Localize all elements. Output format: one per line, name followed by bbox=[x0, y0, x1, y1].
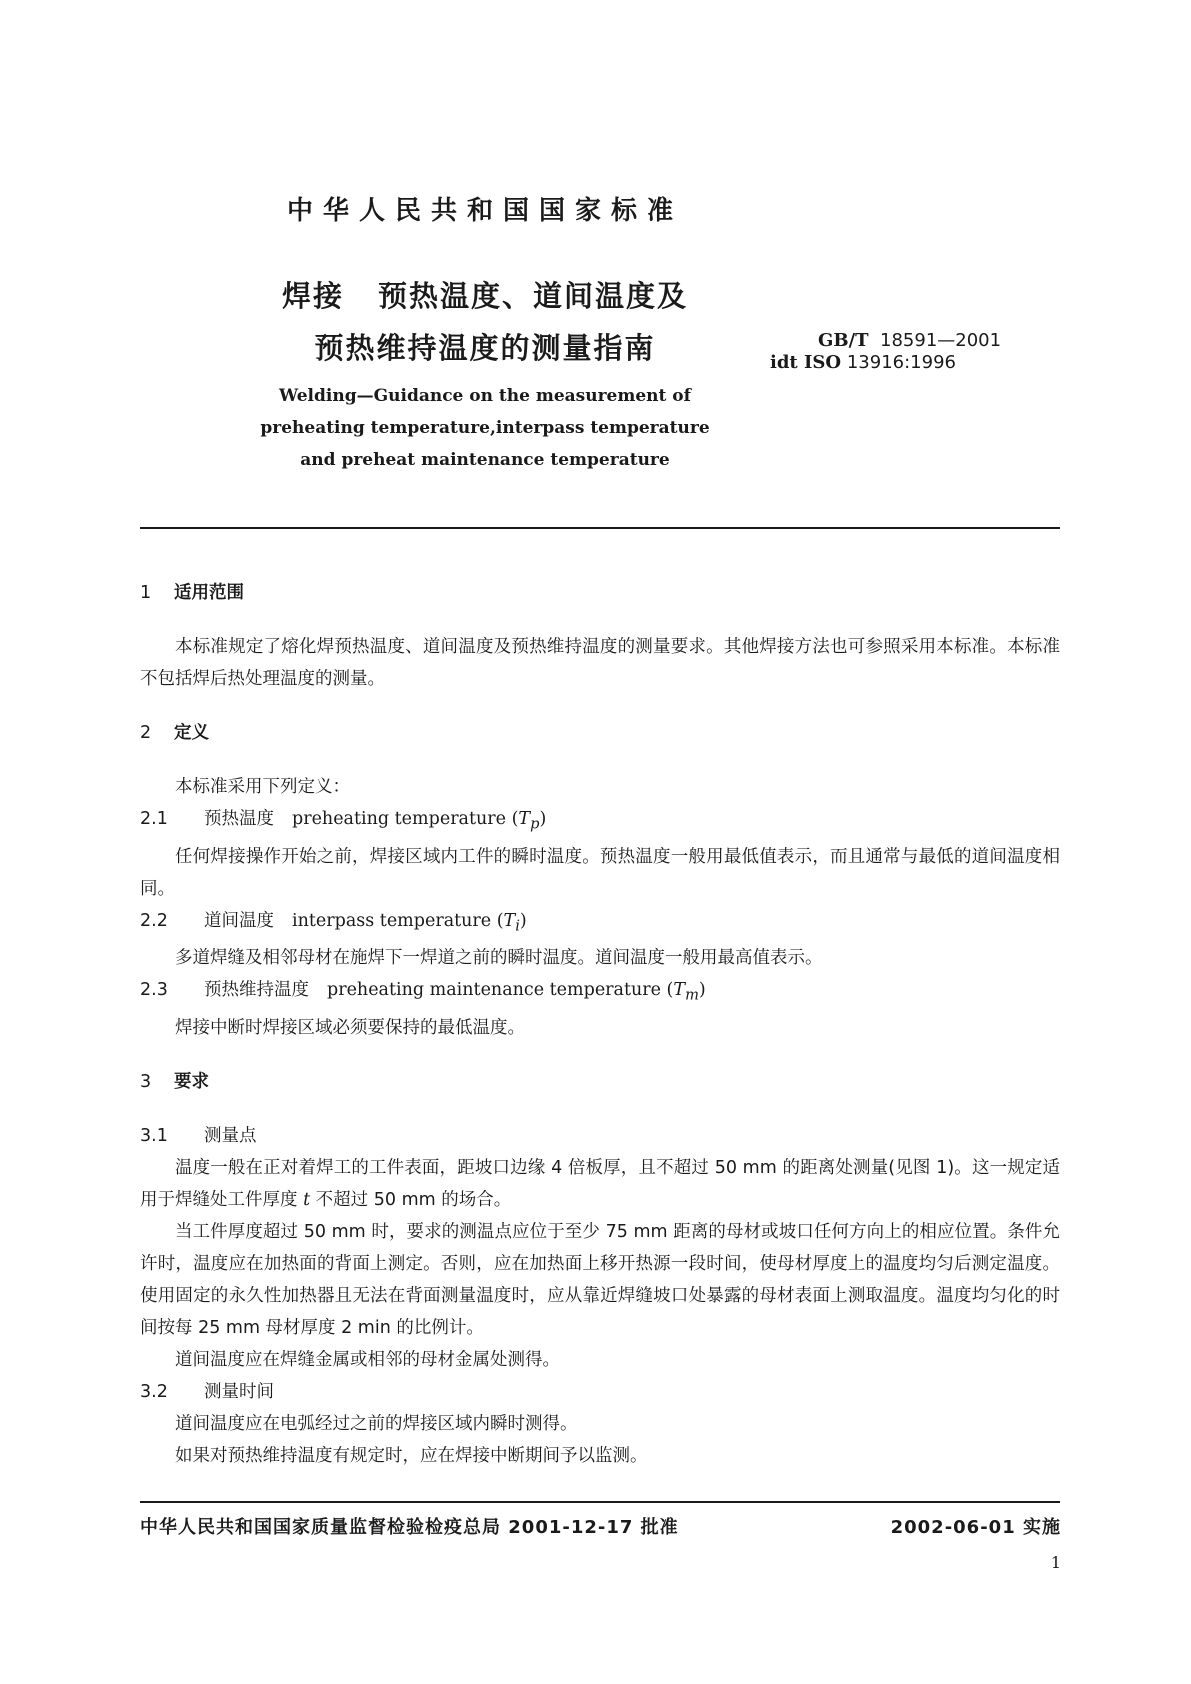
clause-number: 2.3 bbox=[140, 980, 168, 1000]
clause-number: 2.2 bbox=[140, 910, 168, 931]
title-cn-line2: 预热维持温度的测量指南 bbox=[314, 331, 656, 365]
clause-3-2-paragraph-2: 如果对预热维持温度有规定时，应在焊接中断期间予以监测。 bbox=[175, 1445, 648, 1466]
definition-2-2-heading bbox=[140, 905, 1060, 943]
national-standard-heading: 中华人民共和国国家标准 bbox=[286, 196, 683, 226]
section-1-heading bbox=[140, 577, 1060, 609]
definition-2-1-heading bbox=[140, 803, 1060, 841]
clause-3-1-paragraph-1-b: 不超过 50 mm 的场合。 bbox=[310, 1189, 512, 1210]
standard-code-value: 18591—2001 bbox=[880, 330, 1002, 351]
term-cn: 道间温度 bbox=[204, 910, 274, 931]
clause-3-1-paragraph-1-a: 温度一般在正对着焊工的工件表面，距坡口边缘 4 倍板厚，且不超过 50 mm 的距离处测量(见图 1)。这一规定适用于焊缝处工件厚度 bbox=[140, 1157, 1060, 1210]
section-title: 要求 bbox=[174, 1071, 209, 1092]
title-cn-line1 bbox=[0, 274, 970, 315]
section-1-paragraph: 本标准规定了熔化焊预热温度、道间温度及预热维持温度的测量要求。其他焊接方法也可参照采用本标准。本标准不包括焊后热处理温度的测量。 bbox=[140, 637, 1060, 689]
clause-3-2-paragraph-1: 道间温度应在电弧经过之前的焊接区域内瞬时测得。 bbox=[175, 1413, 578, 1434]
term-en bbox=[292, 809, 547, 833]
document-body bbox=[140, 577, 1060, 1472]
term-en bbox=[292, 910, 527, 934]
header-divider bbox=[140, 527, 1060, 529]
term-cn: 预热温度 bbox=[204, 809, 274, 829]
title-cn-line1-part-b: 预热温度、道间温度及 bbox=[378, 279, 689, 313]
clause-3-1-heading bbox=[140, 1120, 1060, 1152]
standard-code bbox=[818, 330, 1001, 352]
term-symbol: T bbox=[503, 910, 516, 931]
term-symbol: T bbox=[673, 980, 686, 1000]
title-en-line2: preheating temperature,interpass temperature bbox=[260, 418, 710, 438]
clause-title: 测量点 bbox=[204, 1125, 257, 1146]
footer-divider bbox=[140, 1501, 1060, 1503]
term-en-text: interpass temperature ( bbox=[292, 910, 504, 931]
clause-3-2-heading bbox=[140, 1376, 1060, 1408]
term-en-text: preheating maintenance temperature ( bbox=[327, 980, 674, 1000]
term-symbol: T bbox=[518, 809, 531, 829]
standard-number-block bbox=[770, 330, 1002, 374]
section-2-heading bbox=[140, 717, 1060, 749]
term-en-close: ) bbox=[539, 809, 547, 829]
title-en-line1: Welding—Guidance on the measurement of bbox=[279, 386, 691, 406]
term-en bbox=[327, 980, 706, 1004]
clause-number: 3.1 bbox=[140, 1125, 168, 1146]
approval-statement: 中华人民共和国国家质量监督检验检疫总局 2001-12-17 批准 bbox=[140, 1517, 679, 1538]
clause-3-1-paragraph-1 bbox=[140, 1152, 1060, 1216]
title-en-line3: and preheat maintenance temperature bbox=[300, 450, 670, 470]
page-number: 1 bbox=[1050, 1553, 1061, 1572]
section-number: 2 bbox=[140, 723, 152, 743]
idt-code-value: 13916:1996 bbox=[846, 352, 956, 373]
effective-date: 2002-06-01 实施 bbox=[890, 1517, 1061, 1538]
clause-title: 测量时间 bbox=[204, 1381, 274, 1402]
definition-2-3-text: 焊接中断时焊接区域必须要保持的最低温度。 bbox=[175, 1017, 525, 1038]
thickness-symbol: t bbox=[303, 1189, 311, 1210]
title-en bbox=[250, 380, 720, 476]
standard-code-label: GB/T bbox=[818, 330, 869, 351]
term-en-text: preheating temperature ( bbox=[292, 809, 519, 829]
title-cn-line1-part-a: 焊接 bbox=[281, 279, 344, 313]
clause-number: 3.2 bbox=[140, 1381, 168, 1402]
idt-code bbox=[770, 352, 1001, 374]
term-symbol-subscript: i bbox=[515, 917, 520, 934]
section-2-intro: 本标准采用下列定义： bbox=[175, 777, 350, 797]
clause-3-1-paragraph-3: 道间温度应在焊缝金属或相邻的母材金属处测得。 bbox=[175, 1349, 560, 1370]
term-symbol-subscript: p bbox=[530, 815, 540, 833]
idt-code-label: idt ISO bbox=[770, 352, 842, 373]
section-title: 定义 bbox=[174, 723, 209, 743]
clause-number: 2.1 bbox=[140, 809, 168, 829]
section-title: 适用范围 bbox=[174, 583, 244, 603]
section-number: 3 bbox=[140, 1071, 152, 1092]
section-3-heading bbox=[140, 1066, 1060, 1098]
clause-3-1-paragraph-2: 当工件厚度超过 50 mm 时，要求的测温点应位于至少 75 mm 距离的母材或坡口任何方向上的相应位置。条件允许时，温度应在加热面的背面上测定。否则，应在加热面上移开热源一段时间，使母材厚度上的温度均匀后测定温度。使用固定的永久性加热器且无法在背面测量温度时，应从靠近焊缝坡口处暴露的母材表面上测取温度。温度均匀化的时间按每 25 mm 母材厚度 2 min 的比例计。 bbox=[140, 1221, 1060, 1338]
term-symbol-subscript: m bbox=[685, 986, 699, 1004]
term-en-close: ) bbox=[519, 910, 527, 931]
term-en-close: ) bbox=[698, 980, 706, 1000]
definition-2-2-text: 多道焊缝及相邻母材在施焊下一焊道之前的瞬时温度。道间温度一般用最高值表示。 bbox=[175, 948, 823, 968]
definition-2-1-text: 任何焊接操作开始之前，焊接区域内工件的瞬时温度。预热温度一般用最低值表示，而且通常与最低的道间温度相同。 bbox=[140, 846, 1060, 899]
definition-2-3-heading bbox=[140, 974, 1060, 1012]
term-cn: 预热维持温度 bbox=[204, 980, 309, 1000]
section-number: 1 bbox=[140, 583, 152, 603]
